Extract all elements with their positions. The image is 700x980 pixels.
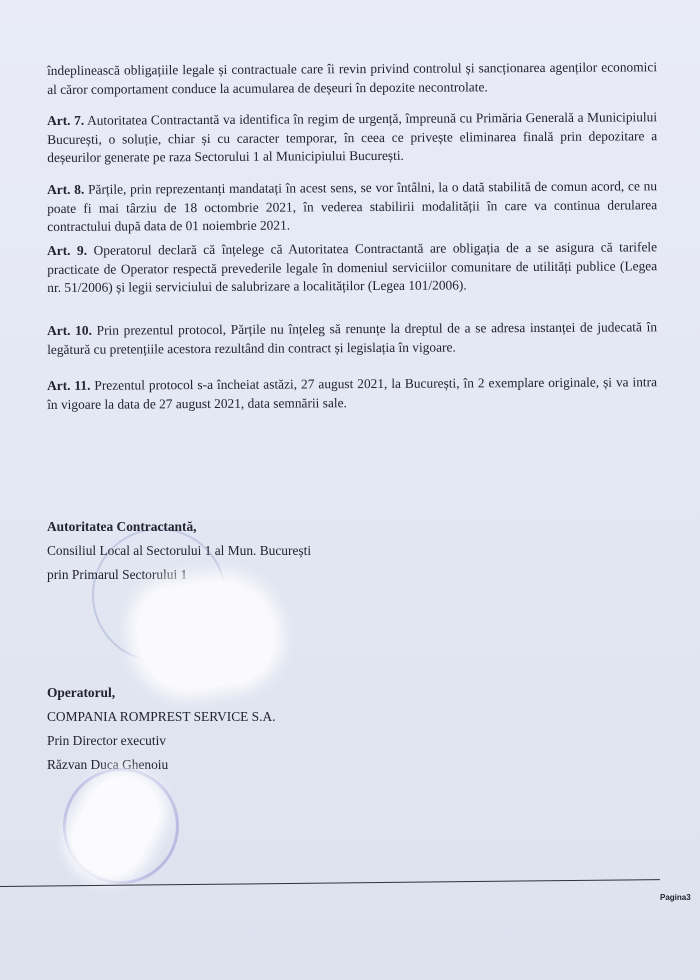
paragraph-continuation <box>47 58 657 99</box>
operator-line-1: COMPANIA ROMPREST SERVICE S.A. <box>47 709 276 724</box>
article-10 <box>47 318 657 359</box>
operator-heading: Operatorul, <box>47 685 116 700</box>
operator-line-2: Prin Director executiv <box>47 733 166 748</box>
article-text: Prezentul protocol s-a încheiat astăzi, 27 august 2021, la București, în 2 exemplare originale, și va intra în vigoare la data de 27 august 2021, data semnării sale. <box>47 374 658 412</box>
paragraph-text: îndeplinească obligațiile legale și contractuale care îi revin privind controlul și sancționarea agenților economici al căror comportament conduce la acumularea de deșeuri în depozite necontrolate. <box>47 59 658 97</box>
authority-signature-block <box>47 515 311 587</box>
article-9 <box>47 238 657 297</box>
authority-line-2: prin Primarul Sectorului 1 <box>47 567 188 582</box>
article-7 <box>47 108 657 167</box>
article-text: Operatorul declară că înțelege că Autoritatea Contractantă are obligația de a se asigura că tarifele practicate de Operator respectă prevederile legale în domeniul serviciilor comunitare de utilități publice (Legea nr. 51/2006) și legii serviciului de salubrizare a localităților (Legea 101/2006). <box>47 239 658 295</box>
article-label: Art. 7. <box>47 112 85 128</box>
article-text: Prin prezentul protocol, Părțile nu înțeleg să renunțe la dreptul de a se adresa instanței de judecată în legătură cu pretențiile acestora rezultând din contract și legislația în vigoare. <box>47 319 658 357</box>
authority-heading: Autoritatea Contractantă, <box>47 519 197 534</box>
article-8 <box>47 177 657 236</box>
page-number: Pagina3 <box>660 893 691 902</box>
article-text: Părțile, prin reprezentanți mandatați în acest sens, se vor întâlni, la o dată stabilită de comun acord, ce nu poate fi mai târziu de 18 octombrie 2021, în vederea stabilirii modalității în care va continua derularea contractului după data de 01 noiembrie 2021. <box>47 178 658 234</box>
article-label: Art. 8. <box>47 181 85 197</box>
footer-divider <box>0 879 660 887</box>
operator-signature-block <box>47 681 276 777</box>
article-text: Autoritatea Contractantă va identifica în regim de urgență, împreună cu Primăria Generală a Municipiului București, o soluție, chiar și cu caracter temporar, în ceea ce privește eliminarea finală prin depozitare a deșeurilor generate pe raza Sectorului 1 al Municipiului București. <box>47 109 658 165</box>
article-11 <box>47 373 657 414</box>
operator-line-3: Răzvan Duca Ghenoiu <box>47 757 169 772</box>
article-label: Art. 9. <box>47 242 88 258</box>
article-label: Art. 11. <box>47 377 91 393</box>
article-label: Art. 10. <box>47 322 92 338</box>
authority-line-1: Consiliul Local al Sectorului 1 al Mun. București <box>47 543 312 558</box>
